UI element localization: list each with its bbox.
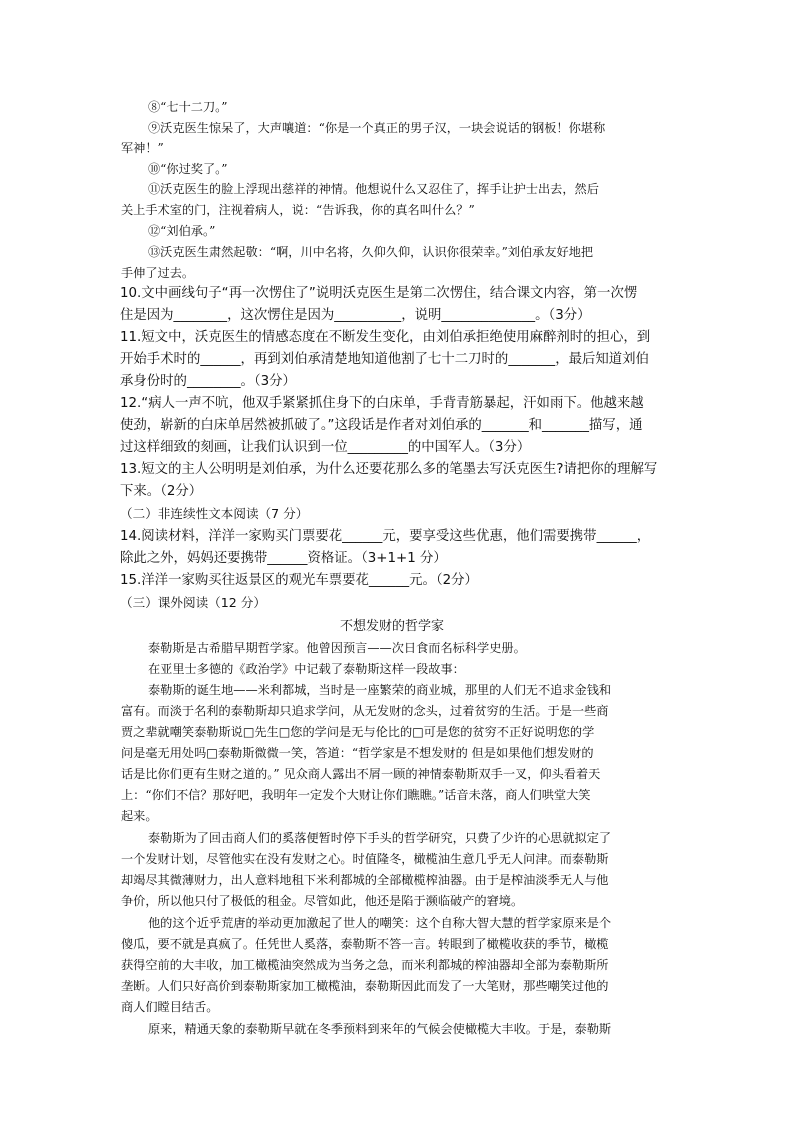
story-paragraph-10: ⑩“你过奖了。” xyxy=(148,162,228,176)
article-line: 问是毫无用处吗□泰勒斯微微一笑，答道：“哲学家是不想发财的 但是如果他们想发财的 xyxy=(121,746,594,760)
question-12-cont: 使劲，崭新的白床单居然被抓破了。”这段话是作者对刘伯承的_______和_______描写，通 xyxy=(120,418,643,433)
article-line: 上：“你们不信？那好吧，我明年一定发个大财让你们瞧瞧。”话音未落，商人们哄堂大笑 xyxy=(121,788,591,802)
article-line: 他的这个近乎荒唐的举动更加激起了世人的嘲笑：这个自称大智大慧的哲学家原来是个 xyxy=(148,916,612,930)
article-line: 垄断。人们只好高价到泰勒斯家加工橄榄油，泰勒斯因此而发了一大笔财，那些嘲笑过他的 xyxy=(121,979,609,993)
question-11-cont: 开始手术时的______，再到刘伯承清楚地知道他割了七十二刀时的_______，最后知道刘伯 xyxy=(120,352,649,367)
question-15: 15.洋洋一家购买往返景区的观光车票要花______元。（2分） xyxy=(120,573,478,588)
article-line: 泰勒斯是古希腊早期哲学家。他曾因预言——次日食而名标科学史册。 xyxy=(148,641,526,655)
story-paragraph-9-cont: 军神！” xyxy=(121,141,164,155)
article-line: 富有。而淡于名利的泰勒斯却只追求学问，从无发财的念头，过着贫穷的生活。于是一些商 xyxy=(121,704,609,718)
story-paragraph-12: ⑫“刘伯承。” xyxy=(148,224,216,238)
section-3-heading: （三）课外阅读（12 分） xyxy=(120,595,266,610)
story-paragraph-13: ⑬沃克医生肃然起敬：“啊，川中名将，久仰久仰，认识你很荣幸。”刘伯承友好地把 xyxy=(148,245,594,259)
question-14: 14.阅读材料，洋洋一家购买门票要花______元，要享受这些优惠，他们需要携带______， xyxy=(120,529,651,544)
story-paragraph-11: ⑪沃克医生的脸上浮现出慈祥的神情。他想说什么又忍住了，挥手让护士出去，然后 xyxy=(148,182,599,196)
article-line: 获得空前的大丰收，加工橄榄油突然成为当务之急，而米利都城的榨油器却全部为泰勒斯所 xyxy=(121,958,609,972)
article-line: 争价，所以他只付了极低的租金。尽管如此，他还是陷于濒临破产的窘境。 xyxy=(121,894,524,908)
story-paragraph-13-cont: 手伸了过去。 xyxy=(121,266,195,280)
question-10: 10.文中画线句子“再一次愣住了”说明沃克医生是第二次愣住，结合课文内容，第一次愣 xyxy=(120,286,638,301)
question-14-cont: 除此之外，妈妈还要携带______资格证。（3+1+1 分） xyxy=(120,551,447,566)
article-line: 泰勒斯为了回击商人们的奚落便暂时停下手头的哲学研究，只费了少许的心思就拟定了 xyxy=(148,831,612,845)
question-12-cont-2: 过这样细致的刻画，让我们认识到一位_________的中国军人。（3分） xyxy=(120,440,531,455)
section-2-heading: （二）非连续性文本阅读（7 分） xyxy=(120,506,309,521)
question-13: 13.短文的主人公明明是刘伯承，为什么还要花那么多的笔墨去写沃克医生?请把你的理解写 xyxy=(120,462,658,477)
article-line: 原来，精通天象的泰勒斯早就在冬季预料到来年的气候会使橄榄大丰收。于是，泰勒斯 xyxy=(148,1022,612,1036)
question-11: 11.短文中，沃克医生的情感态度在不断发生变化，由刘伯承拒绝使用麻醉剂时的担心，到 xyxy=(120,330,651,345)
article-line: 却竭尽其微薄财力，出人意料地租下米利都城的全部橄榄榨油器。由于是榨油淡季无人与他 xyxy=(121,873,609,887)
question-12: 12.“病人一声不吭，他双手紧紧抓住身下的白床单，手背青筋暴起，汗如雨下。他越来越 xyxy=(120,396,644,411)
question-11-cont-2: 承身份时的________。（3分） xyxy=(120,374,296,389)
article-line: 泰勒斯的诞生地——米利都城，当时是一座繁荣的商业城，那里的人们无不追求金钱和 xyxy=(148,683,612,697)
article-line: 在亚里士多德的《政治学》中记载了泰勒斯这样一段故事： xyxy=(148,662,465,676)
article-line: 商人们瞠目结舌。 xyxy=(121,1000,219,1014)
article-line: 话是比你们更有生财之道的。” 见众商人露出不屑一顾的神情泰勒斯双手一叉，仰头看着天 xyxy=(121,767,601,781)
question-10-cont: 住是因为________，这次愣住是因为__________，说明______________。（3分） xyxy=(120,308,591,323)
story-paragraph-11-cont: 关上手术室的门，注视着病人，说：“告诉我，你的真名叫什么？” xyxy=(121,203,475,217)
story-paragraph-8: ⑧“七十二刀。” xyxy=(148,100,228,114)
story-paragraph-9: ⑨沃克医生惊呆了，大声嚷道：“你是一个真正的男子汉，一块会说话的钢板！你堪称 xyxy=(148,121,606,135)
article-line: 傻瓜，要不就是真疯了。任凭世人奚落，泰勒斯不答一言。转眼到了橄榄收获的季节，橄榄 xyxy=(121,937,609,951)
article-line: 一个发财计划，尽管他实在没有发财之心。时值隆冬，橄榄油生意几乎无人问津。而泰勒斯 xyxy=(121,852,609,866)
article-title: 不想发财的哲学家 xyxy=(340,619,445,634)
article-line: 起来。 xyxy=(121,809,158,823)
question-13-cont: 下来。（2分） xyxy=(120,484,203,499)
article-line: 贾之辈就嘲笑泰勒斯说□先生□您的学问是无与伦比的□可是您的贫穷不正好说明您的学 xyxy=(121,725,595,739)
